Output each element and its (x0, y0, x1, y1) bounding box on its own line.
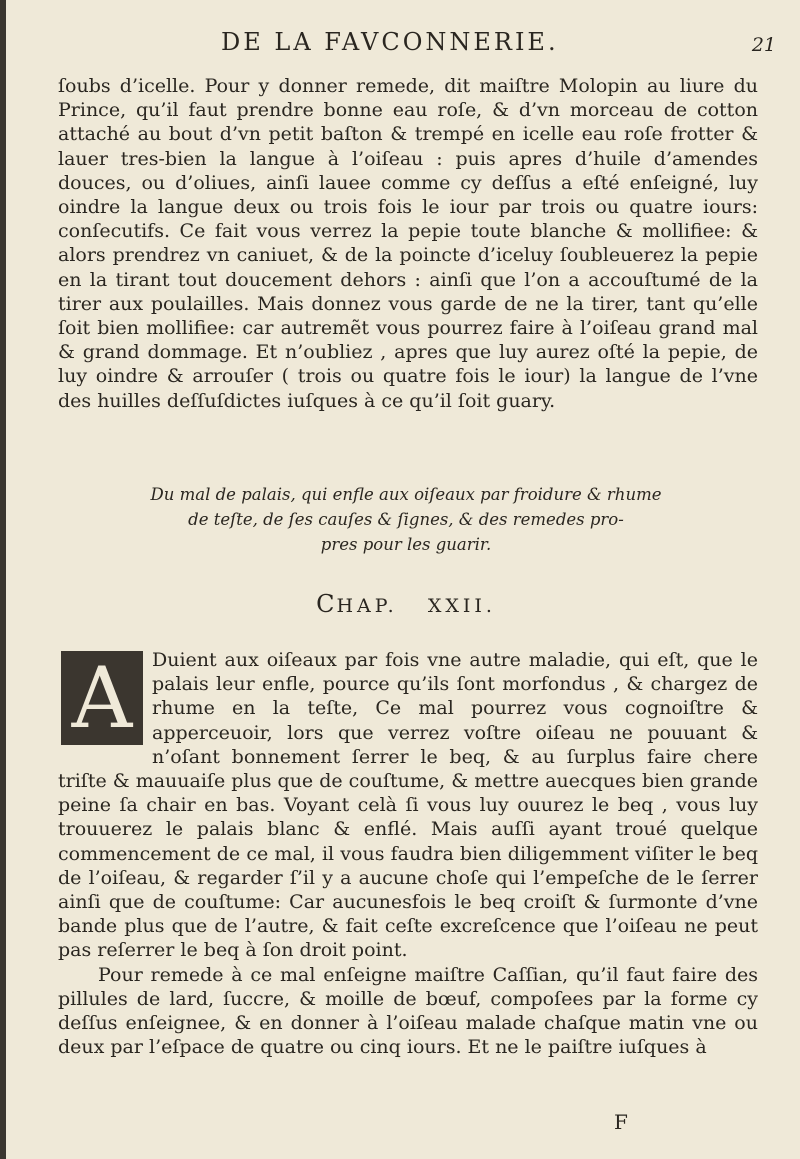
catchword: F (614, 1110, 628, 1134)
text-block-top (58, 74, 758, 413)
text-block-bottom (58, 648, 758, 1059)
chapter-label: HAP. (336, 595, 398, 617)
page-number: 21 (751, 34, 776, 56)
chapter-number: XXII. (427, 595, 496, 617)
caption-line-2: de teſte, de ſes cauſes & ſignes, & des remedes pro- (188, 510, 624, 529)
paragraph-1: ſoubs d’icelle. Pour y donner remede, dit maiſtre Molopin au liure du Prince, qu’il faut prendre bonne eau roſe, & d’vn morceau de cotton attaché au bout d’vn petit baſton & trempé en icelle eau roſe frotter & lauer tres-bien la langue à l’oiſeau : puis apres d’huile d’amendes douces, ou d’oliues, ainſi lauee comme cy deſſus a eſté enſeigné, luy oindre la langue deux ou trois fois le iour par trois ou quatre iours: conſecutifs. Ce fait vous verrez la pepie toute blanche & mollifiee: & alors prendrez vn caniuet, & de la poincte d’iceluy ſoubleuerez la pepie en la tirant tout doucement dehors : ainſi que l’on a accouſtumé de la tirer aux poulailles. Mais donnez vous garde de ne la tirer, tant qu’elle ſoit bien mollifiee: car autremẽt vous pourrez faire à l’oiſeau grand mal & grand dommage. Et n’oubliez , apres que luy aurez oſté la pepie, de luy oindre & arrouſer ( trois ou quatre fois le iour) la langue de l’vne des huilles deſſuſdictes iuſques à ce qu’il ſoit guary. (58, 75, 758, 412)
chapter-caption (96, 482, 716, 557)
running-title: DE LA FAVCONNERIE. (221, 28, 559, 56)
paragraph-3: Pour remede à ce mal enſeigne maiſtre Caſſian, qu’il faut faire des pillules de lard, ſuccre, & moille de bœuf, compoſees par la forme cy deſſus enſeignee, & en donner à l’oiſeau malade chaſque matin vne ou deux par l’eſpace de quatre ou cinq iours. Et ne le paiſtre iuſques à (58, 963, 758, 1059)
caption-line-1: Du mal de palais, qui enfle aux oiſeaux par froidure & rhume (150, 485, 662, 504)
caption-line-3: pres pour les guarir. (320, 535, 492, 554)
chapter-initial: C (316, 590, 337, 618)
paragraph-2: Duient aux oiſeaux par fois vne autre maladie, qui eſt, que le palais leur enfle, pource qu’ils ſont morfondus , & chargez de rhume en la teſte, Ce mal pourrez vous cognoiſtre & apperceuoir, lors que verrez voſtre oiſeau ne pouuant & n’oſant bonnement ſerrer le beq, & au ſurplus faire chere triſte & mauuaiſe plus que de couſtume, & mettre auecques bien grande peine ſa chair en bas. Voyant celà ſi vous luy ouurez le beq , vous luy trouuerez le palais blanc & enflé. Mais auſſi ayant troué quelque commencement de ce mal, il vous faudra bien diligemment viſiter le beq de l’oiſeau, & regarder ſ’il y a aucune choſe qui l’empeſche de le ſerrer ainſi que de couſtume: Car aucunesfois le beq croiſt & ſurmonte d’vne bande plus que de l’autre, & fait ceſte excreſcence que l’oiſeau ne peut pas reſerrer le beq à ſon droit point. (58, 649, 758, 962)
decorated-initial: A (58, 648, 146, 748)
chapter-heading (6, 590, 800, 618)
page-header (6, 28, 800, 68)
